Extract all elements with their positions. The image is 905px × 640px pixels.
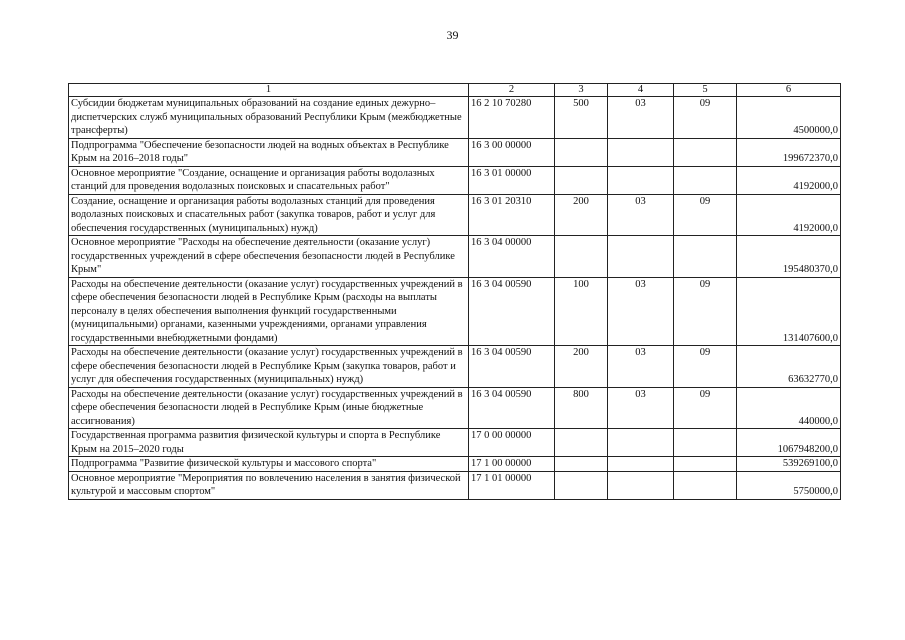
row-subsection <box>674 457 737 472</box>
row-expense-type <box>555 457 608 472</box>
row-name: Подпрограмма "Развитие физической культуры и массового спорта" <box>69 457 469 472</box>
row-section <box>608 166 674 194</box>
row-subsection <box>674 471 737 499</box>
row-expense-type: 200 <box>555 194 608 236</box>
table-row <box>69 166 841 194</box>
table-row <box>69 277 841 346</box>
table-row <box>69 387 841 429</box>
row-expense-type: 100 <box>555 277 608 346</box>
row-section: 03 <box>608 97 674 139</box>
row-subsection <box>674 138 737 166</box>
row-expense-type <box>555 236 608 278</box>
row-name: Основное мероприятие "Мероприятия по вовлечению населения в занятия физической культурой и массовым спортом" <box>69 471 469 499</box>
row-code: 16 3 04 00590 <box>469 346 555 388</box>
row-name: Основное мероприятие "Создание, оснащение и организация работы водолазных станций для проведения водолазных поисковых и спасательных работ" <box>69 166 469 194</box>
row-expense-type: 500 <box>555 97 608 139</box>
page-number: 39 <box>446 28 459 42</box>
col-header-6: 6 <box>737 84 841 97</box>
table-row <box>69 236 841 278</box>
row-section: 03 <box>608 346 674 388</box>
row-amount: 4192000,0 <box>737 194 841 236</box>
row-amount: 63632770,0 <box>737 346 841 388</box>
row-section <box>608 471 674 499</box>
row-code: 16 3 00 00000 <box>469 138 555 166</box>
row-code: 16 3 01 00000 <box>469 166 555 194</box>
row-expense-type <box>555 429 608 457</box>
row-expense-type: 800 <box>555 387 608 429</box>
row-section <box>608 429 674 457</box>
row-amount: 4192000,0 <box>737 166 841 194</box>
table-row <box>69 429 841 457</box>
row-amount: 131407600,0 <box>737 277 841 346</box>
row-subsection: 09 <box>674 194 737 236</box>
row-subsection <box>674 429 737 457</box>
row-expense-type: 200 <box>555 346 608 388</box>
table-row <box>69 457 841 472</box>
col-header-5: 5 <box>674 84 737 97</box>
row-section: 03 <box>608 387 674 429</box>
row-section <box>608 236 674 278</box>
row-subsection <box>674 236 737 278</box>
row-name: Расходы на обеспечение деятельности (оказание услуг) государственных учреждений в сфере обеспечения безопасности людей в Республике Крым (закупка товаров, работ и услуг для обеспечения государственных (муниципальных) нужд) <box>69 346 469 388</box>
row-code: 16 3 04 00590 <box>469 387 555 429</box>
row-amount: 1067948200,0 <box>737 429 841 457</box>
row-name: Основное мероприятие "Расходы на обеспечение деятельности (оказание услуг) государственных учреждений в сфере обеспечения безопасности людей в Республике Крым" <box>69 236 469 278</box>
row-subsection: 09 <box>674 387 737 429</box>
row-code: 16 3 04 00000 <box>469 236 555 278</box>
row-name: Подпрограмма "Обеспечение безопасности людей на водных объектах в Республике Крым на 2016–2018 годы" <box>69 138 469 166</box>
row-subsection <box>674 166 737 194</box>
row-code: 16 3 04 00590 <box>469 277 555 346</box>
col-header-4: 4 <box>608 84 674 97</box>
row-amount: 199672370,0 <box>737 138 841 166</box>
col-header-2: 2 <box>469 84 555 97</box>
row-amount: 539269100,0 <box>737 457 841 472</box>
row-section <box>608 138 674 166</box>
table-row <box>69 97 841 139</box>
row-amount: 5750000,0 <box>737 471 841 499</box>
table-row <box>69 138 841 166</box>
header-row <box>69 84 841 97</box>
row-section <box>608 457 674 472</box>
row-subsection: 09 <box>674 346 737 388</box>
budget-table <box>68 83 841 500</box>
row-code: 16 2 10 70280 <box>469 97 555 139</box>
row-amount: 4500000,0 <box>737 97 841 139</box>
row-amount: 440000,0 <box>737 387 841 429</box>
row-section: 03 <box>608 277 674 346</box>
col-header-3: 3 <box>555 84 608 97</box>
row-subsection: 09 <box>674 97 737 139</box>
row-code: 17 0 00 00000 <box>469 429 555 457</box>
row-name: Создание, оснащение и организация работы водолазных станций для проведения водолазных поисковых и спасательных работ (закупка товаров, работ и услуг для обеспечения государственных (муниципальных) нужд) <box>69 194 469 236</box>
col-header-1: 1 <box>69 84 469 97</box>
row-expense-type <box>555 138 608 166</box>
row-code: 17 1 01 00000 <box>469 471 555 499</box>
row-code: 17 1 00 00000 <box>469 457 555 472</box>
row-expense-type <box>555 166 608 194</box>
row-expense-type <box>555 471 608 499</box>
row-name: Расходы на обеспечение деятельности (оказание услуг) государственных учреждений в сфере обеспечения безопасности людей в Республике Крым (расходы на выплаты персоналу в целях обеспечения выполнения функций государственными (муниципальными) органами, казенными учреждениями, органами управления государственными внебюджетными фондами) <box>69 277 469 346</box>
row-amount: 195480370,0 <box>737 236 841 278</box>
row-subsection: 09 <box>674 277 737 346</box>
table-row <box>69 346 841 388</box>
row-name: Расходы на обеспечение деятельности (оказание услуг) государственных учреждений в сфере обеспечения безопасности людей в Республике Крым (иные бюджетные ассигнования) <box>69 387 469 429</box>
row-code: 16 3 01 20310 <box>469 194 555 236</box>
row-name: Субсидии бюджетам муниципальных образований на создание единых дежурно–диспетчерских служб муниципальных образований Республики Крым (межбюджетные трансферты) <box>69 97 469 139</box>
row-section: 03 <box>608 194 674 236</box>
table-row <box>69 194 841 236</box>
row-name: Государственная программа развития физической культуры и спорта в Республике Крым на 2015–2020 годы <box>69 429 469 457</box>
table-row <box>69 471 841 499</box>
